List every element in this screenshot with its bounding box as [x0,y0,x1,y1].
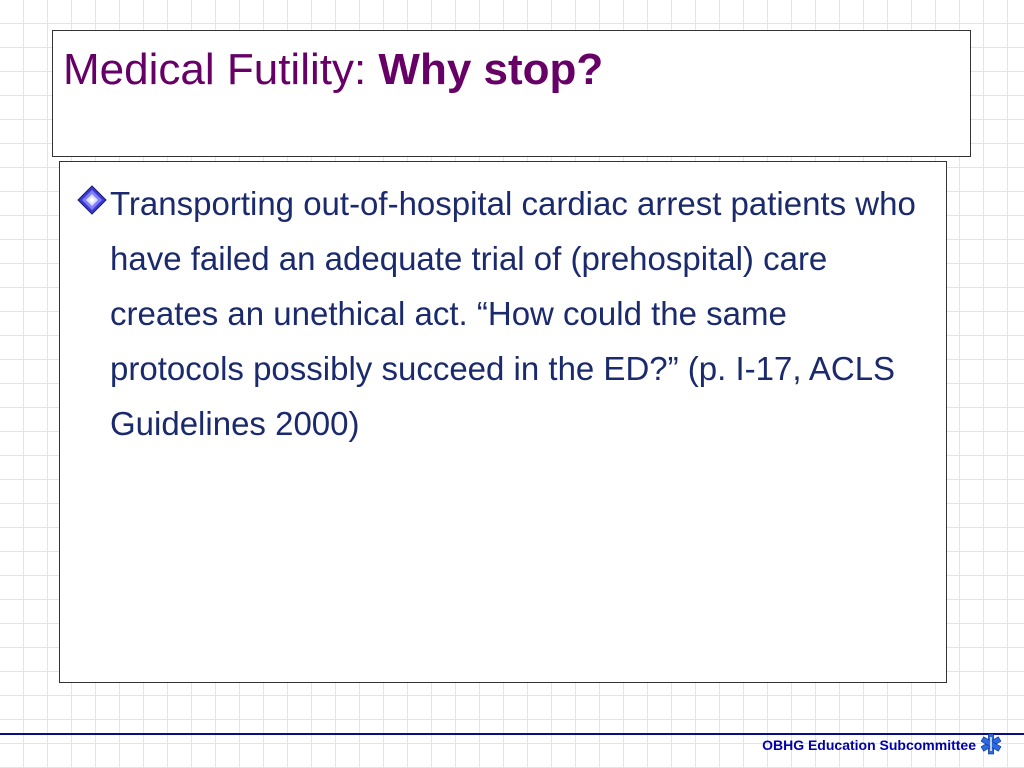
slide-title-regular: Medical Futility: [63,45,379,94]
footer-divider [0,733,1024,735]
star-of-life-icon [980,733,1002,755]
diamond-bullet-icon [76,184,108,216]
title-box [52,30,971,157]
content-box [59,161,947,683]
slide-title [63,45,603,95]
bullet-text: Transporting out-of-hospital cardiac arrest patients who have failed an adequate trial of (prehospital) care creates an unethical act. “How could the same protocols possibly succeed in the ED?” (p. I-17, ACLS Guidelines 2000) [110,185,916,442]
slide-title-bold: Why stop? [378,45,604,94]
bullet-item [76,176,926,451]
footer-label: OBHG Education Subcommittee [762,737,976,753]
